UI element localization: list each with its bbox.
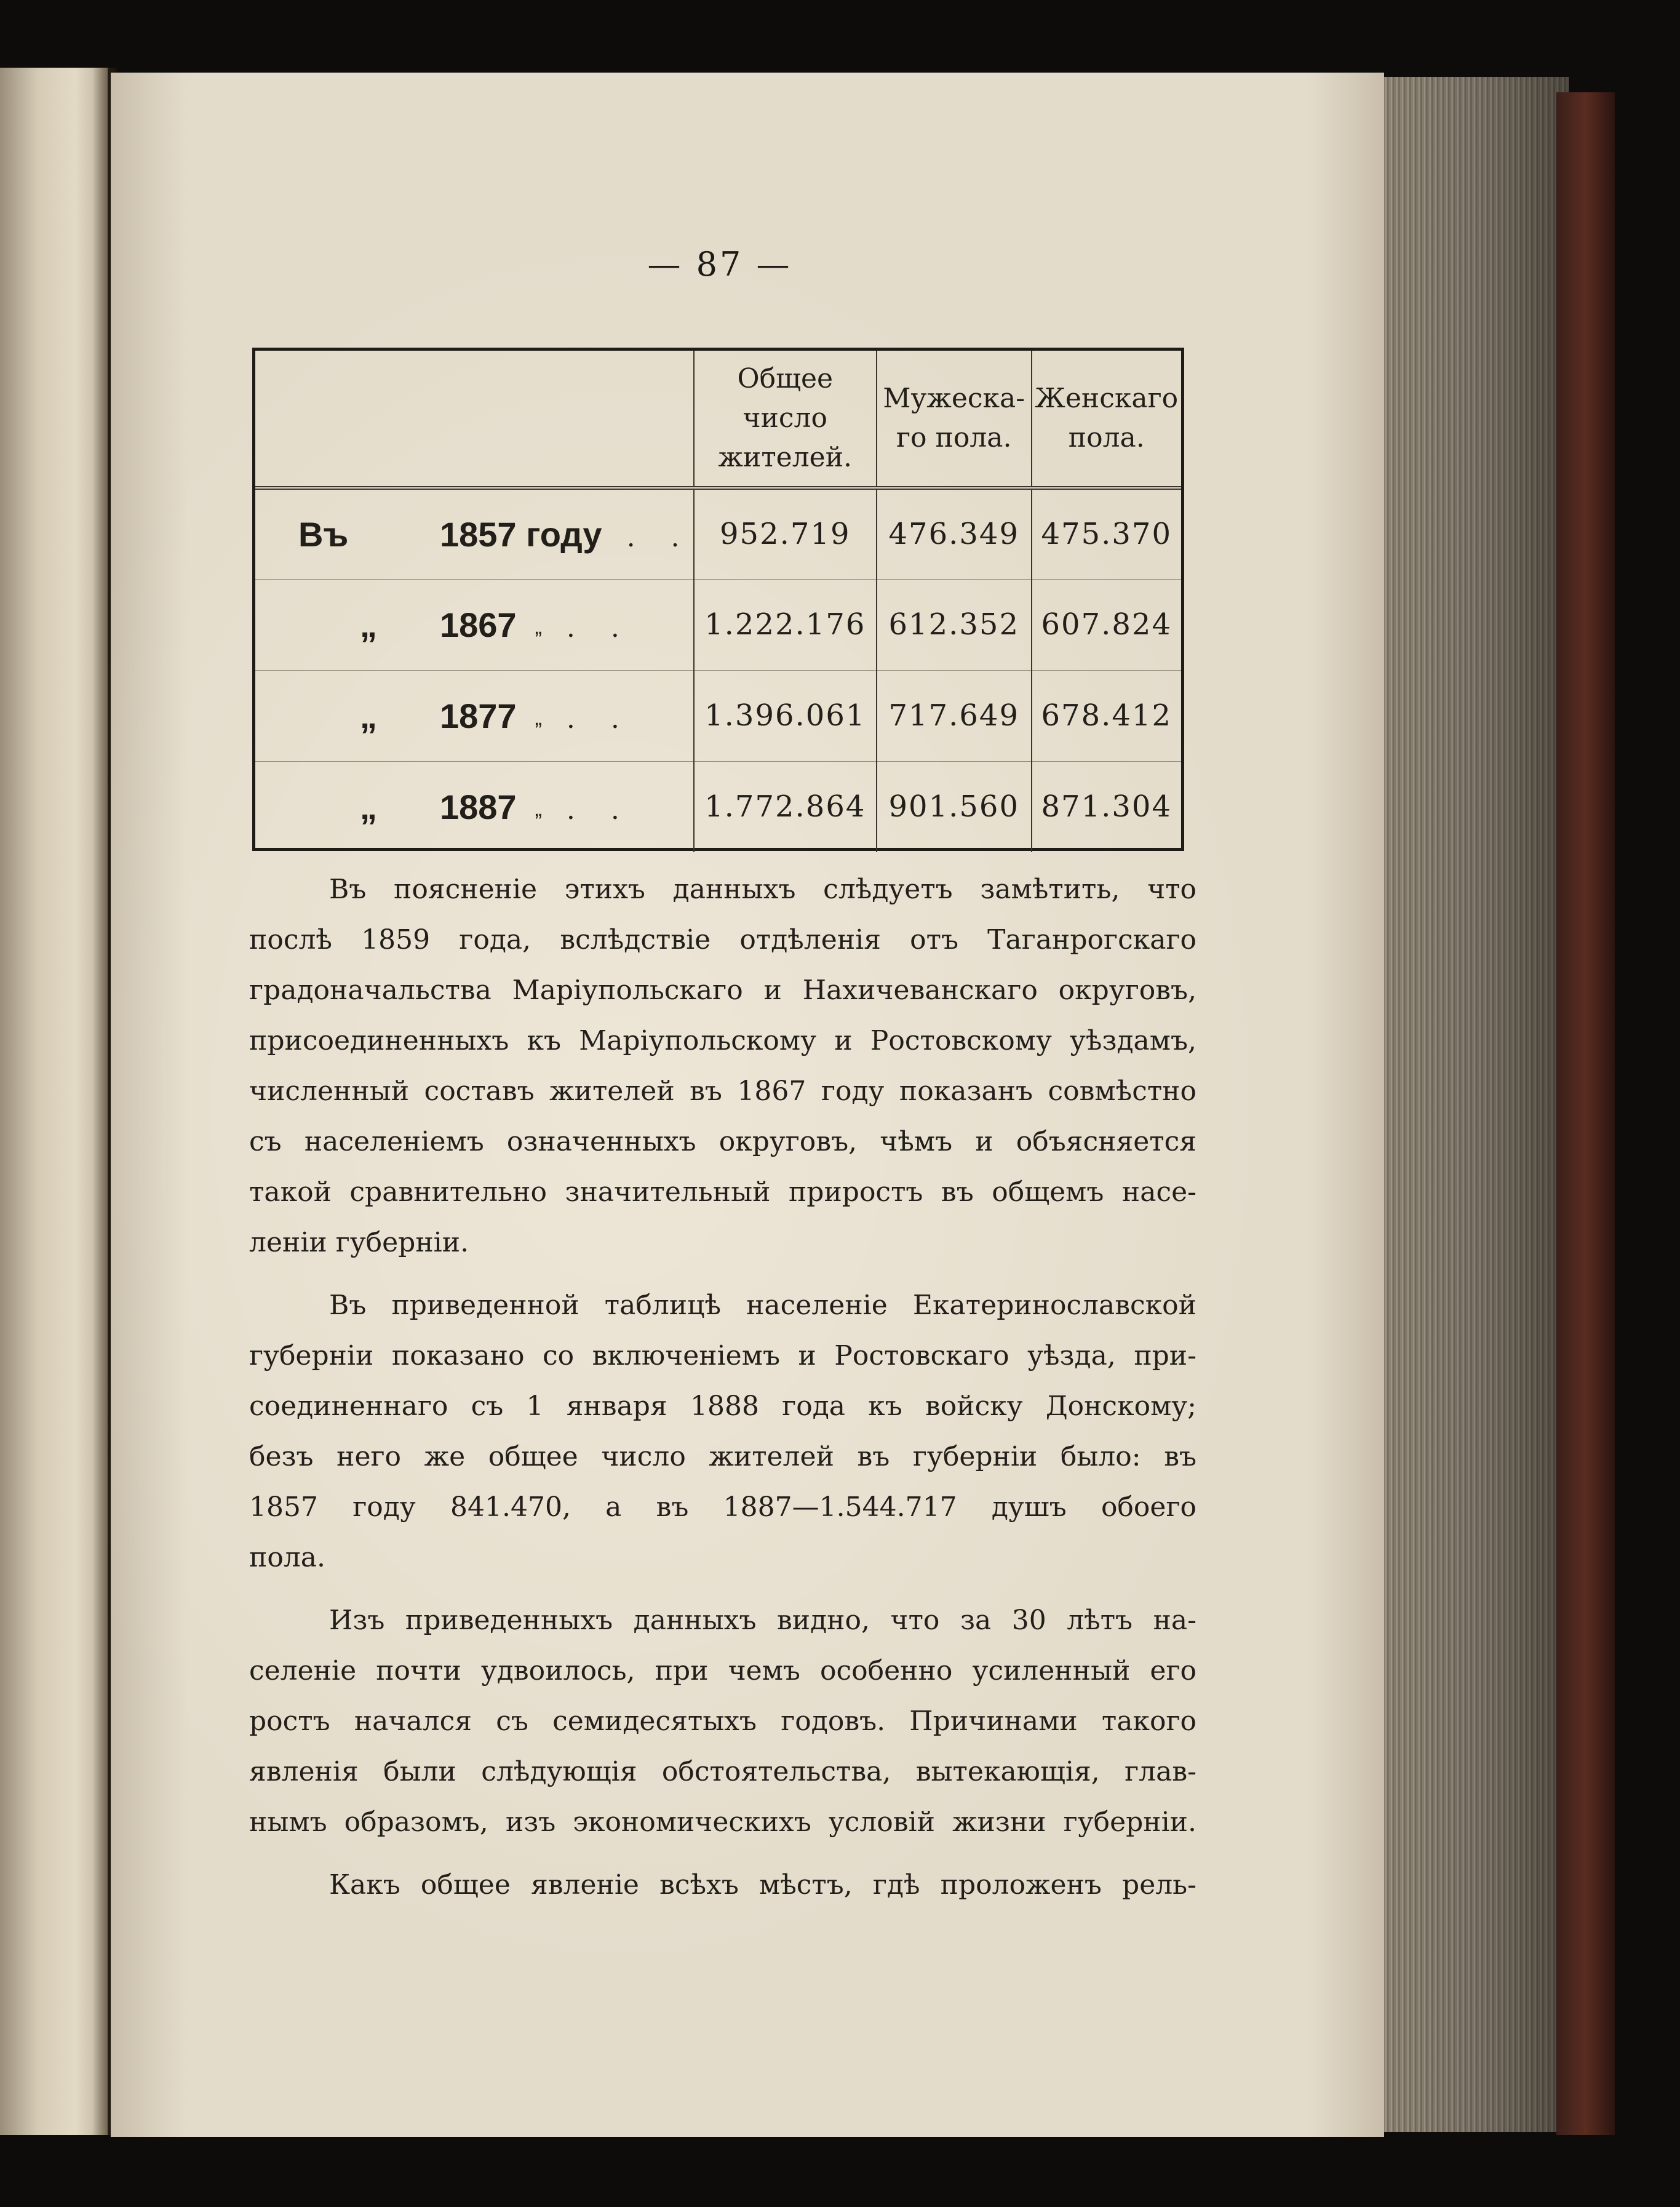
row-leader-dots: . . bbox=[566, 703, 633, 735]
row-prefix: Въ bbox=[298, 514, 349, 554]
row-suffix: „ bbox=[535, 615, 542, 639]
row-total: 1.396.061 bbox=[694, 670, 877, 761]
text-line: съ населеніемъ означенныхъ округовъ, чѣмъ и объясняется bbox=[249, 1126, 1196, 1157]
text-line: Въ приведенной таблицѣ населеніе Екатеринославской bbox=[329, 1290, 1196, 1321]
paragraph bbox=[249, 1280, 1196, 1583]
row-female: 475.370 bbox=[1032, 488, 1181, 579]
text-line: численный составъ жителей въ 1867 году показанъ совмѣстно bbox=[249, 1076, 1196, 1107]
text-line: явленія были слѣдующія обстоятельства, вытекающія, глав- bbox=[249, 1756, 1196, 1787]
table-row bbox=[255, 488, 1181, 579]
page-number: — 87 — bbox=[647, 245, 792, 284]
table-header-row bbox=[255, 351, 1181, 488]
row-male: 612.352 bbox=[877, 579, 1032, 670]
text-line: леніи губерніи. bbox=[249, 1227, 469, 1258]
row-year-label bbox=[255, 488, 694, 579]
page-block-edges bbox=[1384, 77, 1569, 2132]
row-female: 678.412 bbox=[1032, 670, 1181, 761]
text-line: безъ него же общее число жителей въ губерніи было: въ bbox=[249, 1441, 1196, 1472]
row-leader-dots: . . bbox=[626, 521, 693, 553]
row-male: 476.349 bbox=[877, 488, 1032, 579]
body-text bbox=[249, 864, 1196, 1923]
population-table-grid bbox=[255, 351, 1181, 852]
text-line: губерніи показано со включеніемъ и Ростовскаго уѣзда, при- bbox=[249, 1340, 1196, 1371]
row-male: 717.649 bbox=[877, 670, 1032, 761]
table-header-year bbox=[255, 351, 694, 488]
row-prefix: „ bbox=[360, 605, 377, 644]
text-line: соединеннаго съ 1 января 1888 года къ войску Донскому; bbox=[249, 1391, 1196, 1422]
text-line: ростъ начался съ семидесятыхъ годовъ. Причинами такого bbox=[249, 1706, 1196, 1737]
text-line: такой сравнительно значительный приростъ въ общемъ насе- bbox=[249, 1176, 1196, 1208]
row-prefix: „ bbox=[360, 787, 377, 826]
row-year-label bbox=[255, 579, 694, 670]
text-line: нымъ образомъ, изъ экономическихъ условій жизни губерніи. bbox=[249, 1806, 1196, 1838]
paragraph bbox=[249, 864, 1196, 1268]
row-male: 901.560 bbox=[877, 761, 1032, 852]
text-line: присоединенныхъ къ Маріупольскому и Ростовскому уѣздамъ, bbox=[249, 1025, 1196, 1056]
row-total: 1.222.176 bbox=[694, 579, 877, 670]
table-header-male: Мужеска- го пола. bbox=[877, 351, 1032, 488]
book-cover-edge bbox=[1556, 92, 1615, 2135]
text-line: послѣ 1859 года, вслѣдствіе отдѣленія отъ Таганрогскаго bbox=[249, 924, 1196, 956]
row-year: 1877 bbox=[440, 696, 517, 735]
row-year: 1867 bbox=[440, 605, 517, 644]
row-total: 1.772.864 bbox=[694, 761, 877, 852]
text-line: селеніе почти удвоилось, при чемъ особенно усиленный его bbox=[249, 1655, 1196, 1686]
table-header-female: Женскаго пола. bbox=[1032, 351, 1181, 488]
table-row bbox=[255, 761, 1181, 852]
paragraph bbox=[249, 1595, 1196, 1848]
row-year-label bbox=[255, 670, 694, 761]
row-suffix: „ bbox=[535, 706, 542, 730]
row-year: 1857 bbox=[440, 514, 517, 554]
population-table bbox=[252, 348, 1184, 851]
row-leader-dots: . . bbox=[566, 612, 633, 644]
table-row bbox=[255, 579, 1181, 670]
row-female: 871.304 bbox=[1032, 761, 1181, 852]
row-total: 952.719 bbox=[694, 488, 877, 579]
row-suffix: году bbox=[526, 514, 602, 554]
row-prefix: „ bbox=[360, 696, 377, 735]
row-female: 607.824 bbox=[1032, 579, 1181, 670]
table-row bbox=[255, 670, 1181, 761]
row-suffix: „ bbox=[535, 797, 542, 821]
text-line: 1857 году 841.470, а въ 1887—1.544.717 душъ обоего bbox=[249, 1491, 1196, 1523]
table-header-total: Общее число жителей. bbox=[694, 351, 877, 488]
text-line: Въ поясненіе этихъ данныхъ слѣдуетъ замѣтить, что bbox=[329, 874, 1196, 905]
left-page-edge bbox=[0, 68, 108, 2135]
row-year-label bbox=[255, 761, 694, 852]
row-leader-dots: . . bbox=[566, 794, 633, 826]
text-line: градоначальства Маріупольскаго и Нахичеванскаго округовъ, bbox=[249, 975, 1196, 1006]
text-line: Изъ приведенныхъ данныхъ видно, что за 30 лѣтъ на- bbox=[329, 1605, 1196, 1636]
text-line: Какъ общее явленіе всѣхъ мѣстъ, гдѣ проложенъ рель- bbox=[329, 1869, 1196, 1901]
text-line: пола. bbox=[249, 1542, 325, 1573]
row-year: 1887 bbox=[440, 787, 517, 826]
paragraph bbox=[249, 1860, 1196, 1910]
